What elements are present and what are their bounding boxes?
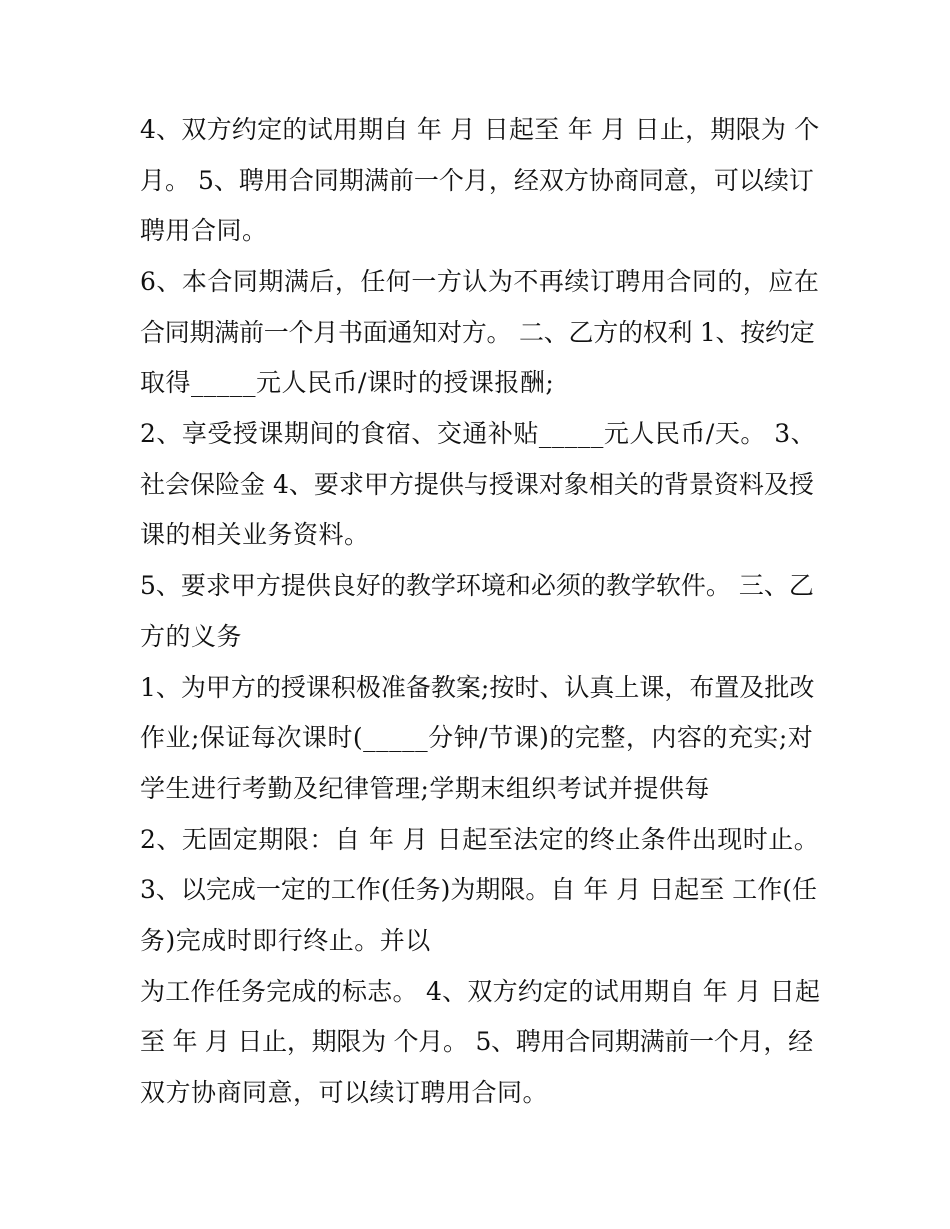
text-line: 1、为甲方的授课积极准备教案;按时、认真上课，布置及批改 bbox=[140, 673, 815, 702]
text-line: 2、享受授课期间的食宿、交通补贴_____元人民币/天。 3、 bbox=[140, 419, 817, 448]
text-line: 聘用合同。 bbox=[140, 216, 268, 245]
text-line: 月。 5、聘用合同期满前一个月，经双方协商同意，可以续订 bbox=[140, 166, 814, 195]
text-line: 2、无固定期限：自 年 月 日起至法定的终止条件出现时止。 bbox=[140, 825, 820, 854]
text-line: 社会保险金 4、要求甲方提供与授课对象相关的背景资料及授 bbox=[140, 470, 814, 499]
text-line: 取得_____元人民币/课时的授课报酬; bbox=[140, 368, 555, 397]
text-line: 为工作任务完成的标志。 4、双方约定的试用期自 年 月 日起 bbox=[140, 977, 821, 1006]
text-line: 务)完成时即行终止。并以 bbox=[140, 926, 431, 955]
text-line: 学生进行考勤及纪律管理;学期末组织考试并提供每 bbox=[140, 774, 710, 803]
text-line: 5、要求甲方提供良好的教学环境和必须的教学软件。 三、乙 bbox=[140, 571, 814, 600]
text-line: 合同期满前一个月书面通知对方。 二、乙方的权利 1、按约定 bbox=[140, 318, 815, 347]
text-line: 作业;保证每次课时(_____分钟/节课)的完整，内容的充实;对 bbox=[140, 723, 814, 752]
text-line: 至 年 月 日止，期限为 个月。 5、聘用合同期满前一个月，经 bbox=[140, 1027, 813, 1056]
text-line: 3、以完成一定的工作(任务)为期限。自 年 月 日起至 工作(任 bbox=[140, 875, 817, 904]
text-line: 4、双方约定的试用期自 年 月 日起至 年 月 日止，期限为 个 bbox=[140, 115, 820, 144]
text-line: 课的相关业务资料。 bbox=[140, 520, 370, 549]
text-line: 双方协商同意，可以续订聘用合同。 bbox=[140, 1078, 549, 1107]
text-line: 方的义务 bbox=[140, 622, 243, 651]
text-line: 6、本合同期满后，任何一方认为不再续订聘用合同的，应在 bbox=[140, 267, 820, 296]
